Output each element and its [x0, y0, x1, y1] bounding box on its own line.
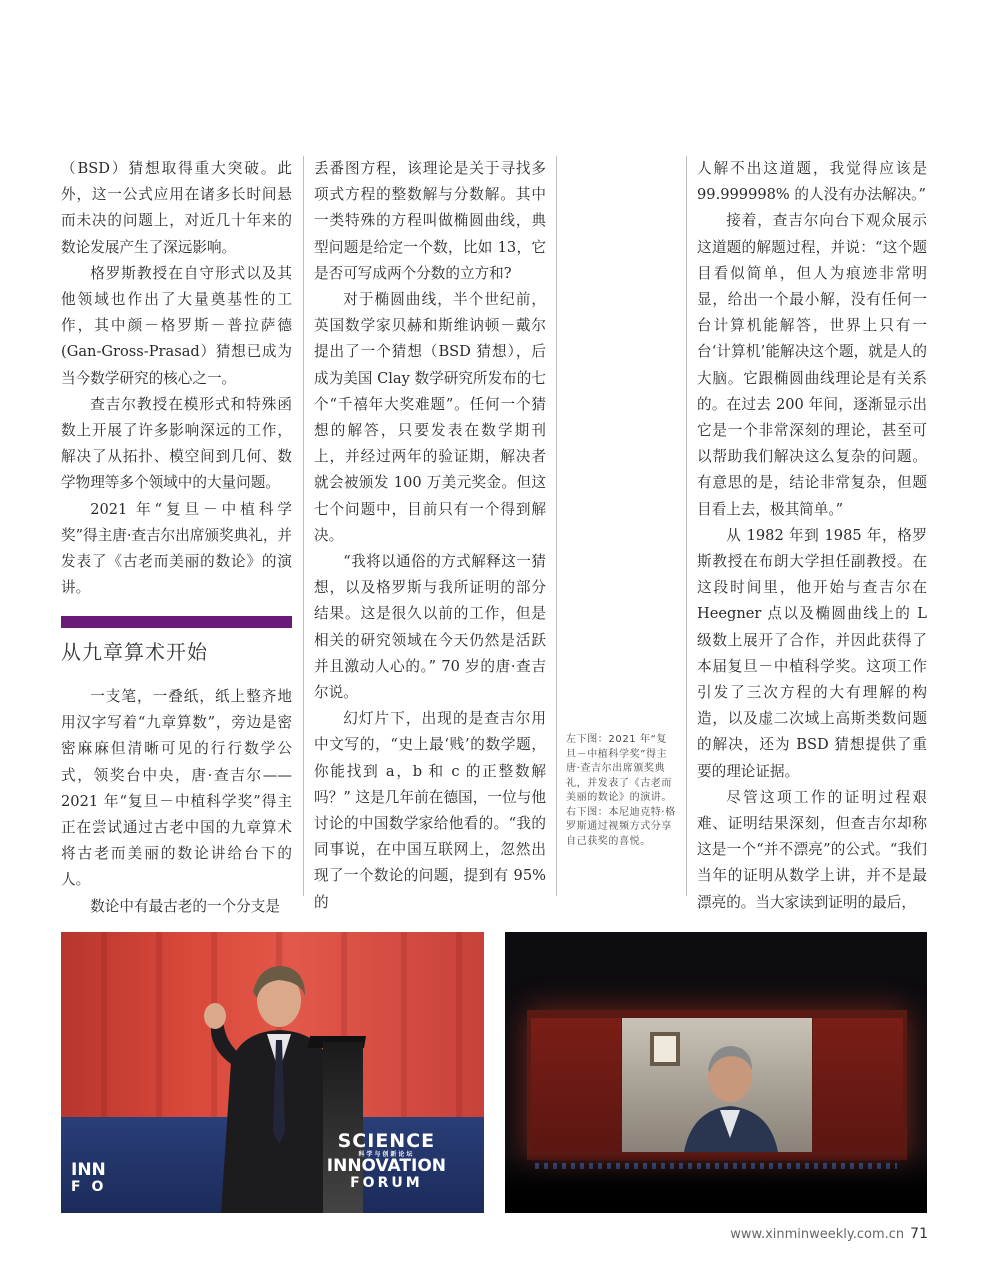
article-column-2 — [314, 156, 546, 916]
paragraph: 对于椭圆曲线，半个世纪前，英国数学家贝赫和斯维讷顿－戴尔提出了一个猜想（BSD 猜想），后成为美国 Clay 数学研究所发布的七个“千禧年大奖难题”。任何一个猜想的解答，只要发表在数学期刊上，并经过两年的验证期，解决者就会被颁发 100 万美元奖金。但这七个问题中，目前只有一个得到解决。 — [314, 291, 546, 544]
paragraph: 接着，查吉尔向台下观众展示这道题的解题过程，并说：“这个题目看似简单，但人为痕迹非常明显，给出一个最小解，没有任何一台计算机能解答，世界上只有一台‘计算机’能解决这个题，就是人的大脑。它跟椭圆曲线理论是有关系的。在过去 200 年间，逐渐显示出它是一个非常深刻的理论，甚至可以帮助我们解决这么复杂的问题。有意思的是，结论非常复杂，但题目看上去，极其简单。” — [697, 212, 927, 518]
column-divider — [303, 156, 304, 896]
section-heading: 从九章算术开始 — [61, 640, 208, 664]
video-feed — [622, 1018, 812, 1152]
paragraph: 查吉尔教授在模形式和特殊函数上开展了许多影响深远的工作，解决了从拓扑、模空间到几何、数学物理等多个领域中的大量问题。 — [61, 395, 292, 492]
article-column-1-continued — [61, 684, 292, 920]
paragraph: 数论中有最古老的一个分支是 — [90, 897, 280, 915]
audience — [505, 1153, 927, 1213]
video-screen-photo — [505, 932, 927, 1213]
stage-screen — [527, 1010, 907, 1160]
paragraph: 格罗斯教授在自守形式以及其他领域也作出了大量奠基性的工作，其中颜－格罗斯－普拉萨德(Gan-Gross-Prasad）猜想已成为当今数学研究的核心之一。 — [61, 264, 292, 387]
article-column-1 — [61, 156, 292, 601]
column-divider — [686, 156, 687, 896]
paragraph: 从 1982 年到 1985 年，格罗斯教授在布朗大学担任副教授。在这段时间里，他开始与查吉尔在 Heegner 点以及椭圆曲线上的 L 级数上展开了合作，并因此获得了本届复旦－中植科学奖。这项工作引发了三次方程的大有理解的构造，以及虚二次域上高斯类数问题的解决，还为 BSD 猜想提供了重要的理论证据。 — [697, 526, 927, 780]
paragraph: 幻灯片下，出现的是查吉尔用中文写的，“史上最‘贱’的数学题，你能找到 a，b 和 c 的正整数解吗？” 这是几年前在德国，一位与他讨论的中国数学家给他看的。“我的同事说，在中国互联网上，忽然出现了一个数论的问题，提到有 95% 的 — [314, 710, 546, 911]
paragraph: “我将以通俗的方式解释这一猜想，以及格罗斯与我所证明的部分结果。这是很久以前的工作，但是相关的研究领域在今天仍然是活跃并且激动人心的。” 70 岁的唐·查吉尔说。 — [314, 553, 546, 702]
paragraph: 丢番图方程，该理论是关于寻找多项式方程的整数解与分数解。其中一类特殊的方程叫做椭圆曲线，典型问题是给定一个数，比如 13，它是否可写成两个分数的立方和? — [314, 160, 546, 282]
page-footer — [730, 1226, 928, 1242]
forum-logo-partial: INN F O — [71, 1159, 107, 1195]
column-divider — [556, 156, 557, 896]
paragraph: 一支笔，一叠纸，纸上整齐地用汉字写着“九章算数”，旁边是密密麻麻但清晰可见的行行数学公式，领奖台中央，唐·查吉尔——2021 年“复旦－中植科学奖”得主正在尝试通过古老中国的九章算术将古老而美丽的数论讲给台下的人。 — [61, 688, 292, 889]
paragraph: （BSD）猜想取得重大突破。此外，这一公式应用在诸多长时间悬而未决的问题上，对近几十年来的数论发展产生了深远影响。 — [61, 160, 292, 256]
speaker-photo — [61, 932, 484, 1213]
site-url[interactable]: www.xinminweekly.com.cn — [730, 1227, 905, 1242]
forum-logo: SCIENCE 科学与创新论坛 INNOVATION FORUM — [326, 1130, 446, 1192]
paragraph: 人解不出这道题，我觉得应该是 99.999998% 的人没有办法解决。” — [697, 160, 927, 204]
paragraph: 2021 年“复旦－中植科学奖”得主唐·查吉尔出席颁奖典礼，并发表了《古老而美丽的数论》的演讲。 — [61, 500, 293, 597]
photo-caption — [566, 733, 676, 849]
caption-right-photo: 右下图：本尼迪克特·格罗斯通过视频方式分享自己获奖的喜悦。 — [566, 806, 676, 847]
page-number: 71 — [910, 1226, 928, 1242]
caption-left-photo: 左下图：2021 年“复旦－中植科学奖”得主唐·查吉尔出席颁奖典礼，并发表了《古老而美丽的数论》的演讲。 — [566, 734, 672, 803]
article-column-3 — [697, 156, 927, 916]
paragraph: 尽管这项工作的证明过程艰难、证明结果深刻，但查吉尔却称这是一个“并不漂亮”的公式。“我们当年的证明从数学上讲，并不是最漂亮的。当大家读到证明的最后， — [697, 788, 927, 911]
section-heading-bar — [61, 616, 292, 628]
